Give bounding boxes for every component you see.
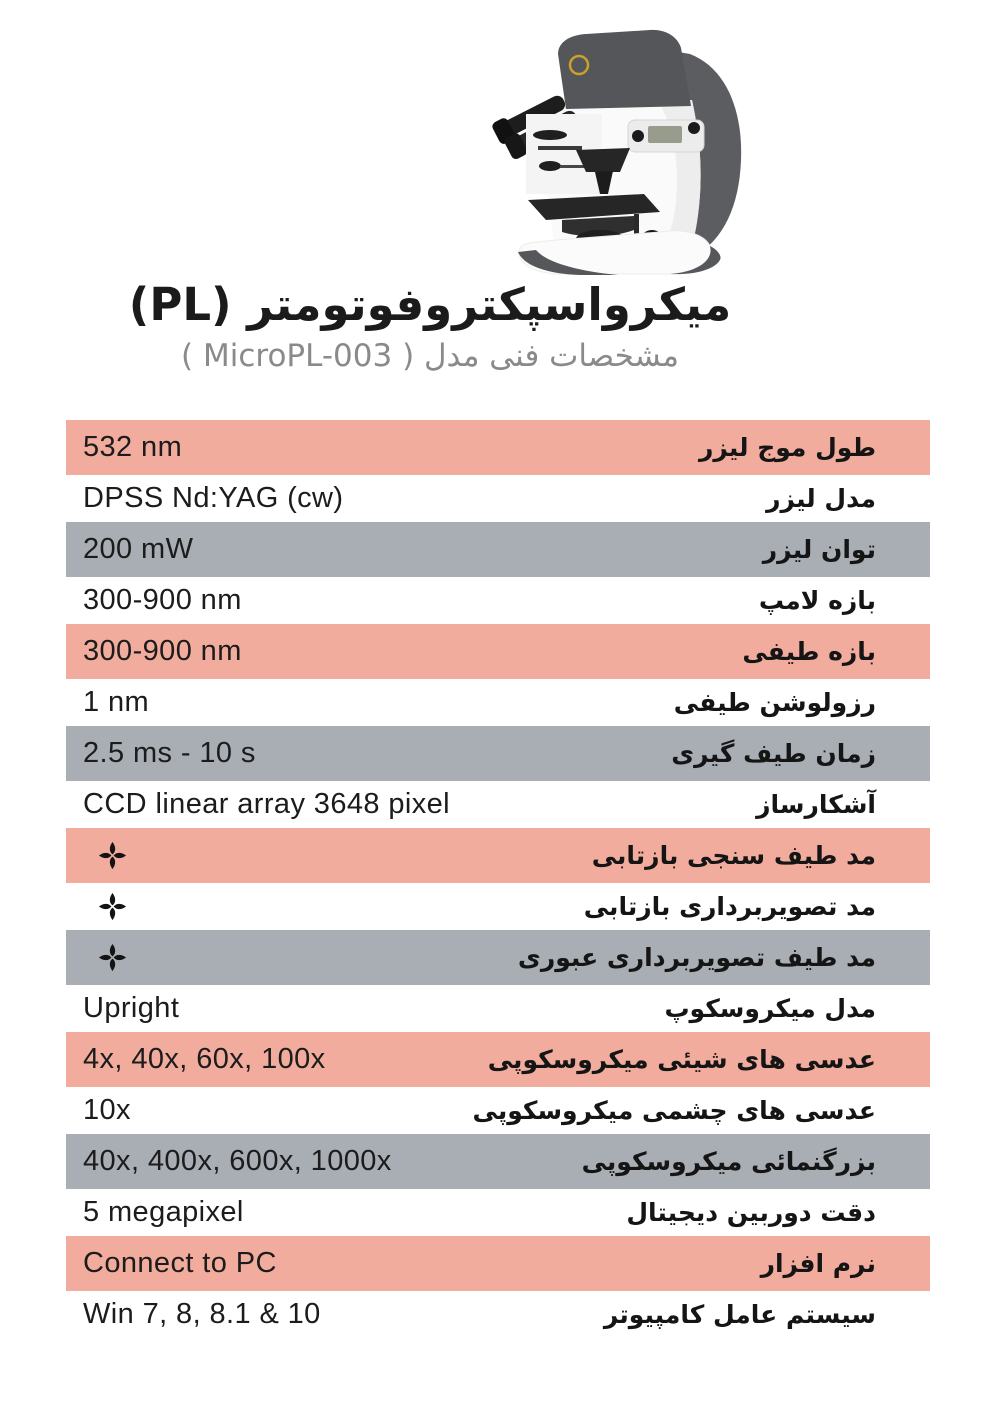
fine-knob [539, 161, 561, 171]
spec-label: عدسی های چشمی میکروسکوپی [472, 1096, 876, 1125]
spec-value: 300-900 nm [83, 584, 242, 616]
slider-bar [538, 146, 582, 150]
spec-label: سیستم عامل کامپیوتر [603, 1300, 876, 1329]
table-row [66, 420, 930, 475]
table-row [66, 1134, 930, 1189]
spec-label: مدل میکروسکوپ [664, 994, 876, 1023]
table-row [66, 930, 930, 985]
spec-label: بزرگنمائی میکروسکوپی [581, 1147, 876, 1176]
spec-label: مد تصویربرداری بازتابی [583, 892, 876, 921]
page-subtitle: مشخصات فنی مدل ( MicroPL-003 ) [181, 338, 679, 375]
coarse-knob [533, 130, 567, 140]
table-row [66, 679, 930, 726]
spec-label: مد طیف سنجی بازتابی [591, 841, 876, 870]
spec-label: دقت دوربین دیجیتال [626, 1198, 876, 1227]
display-knob-right [688, 122, 700, 134]
spec-label: آشکارساز [756, 790, 876, 819]
spec-value: 4x, 40x, 60x, 100x [83, 1043, 326, 1075]
spec-label: عدسی های شیئی میکروسکوپی [487, 1045, 876, 1074]
microscope-head [558, 30, 691, 109]
spec-label: بازه طیفی [742, 637, 876, 666]
spec-value [66, 840, 128, 871]
table-row [66, 985, 930, 1032]
spec-label: مدل لیزر [766, 484, 876, 513]
table-row [66, 828, 930, 883]
spec-value [66, 891, 128, 922]
spec-value: 5 megapixel [83, 1196, 244, 1228]
four-petal-asterisk-icon [97, 891, 128, 922]
table-row [66, 1087, 930, 1134]
table-row [66, 522, 930, 577]
display-screen [648, 126, 682, 143]
table-row [66, 726, 930, 781]
spec-label: طول موج لیزر [698, 433, 876, 462]
spec-label: زمان طیف گیری [671, 739, 876, 768]
spec-value: 1 nm [83, 686, 150, 718]
spec-label: رزولوشن طیفی [673, 688, 876, 717]
spec-value: 300-900 nm [83, 635, 242, 667]
four-petal-asterisk-icon [97, 840, 128, 871]
table-row [66, 577, 930, 624]
spec-value [66, 942, 128, 973]
display-knob-left [632, 130, 644, 142]
spec-value: DPSS Nd:YAG (cw) [83, 482, 344, 514]
spec-value: Win 7, 8, 8.1 & 10 [83, 1298, 321, 1330]
slider-mark [560, 165, 584, 168]
spec-label: بازه لامپ [758, 586, 876, 615]
table-row [66, 475, 930, 522]
title-block [40, 280, 820, 376]
four-petal-asterisk-icon [97, 942, 128, 973]
table-row [66, 624, 930, 679]
table-row [66, 1032, 930, 1087]
spec-value: Upright [83, 992, 180, 1024]
spec-label: مد طیف تصویربرداری عبوری [517, 943, 876, 972]
spec-value: CCD linear array 3648 pixel [83, 788, 451, 820]
table-row [66, 1236, 930, 1291]
table-row [66, 883, 930, 930]
spec-value: 10x [83, 1094, 131, 1126]
spec-value: 40x, 400x, 600x, 1000x [83, 1145, 392, 1177]
table-row [66, 1291, 930, 1338]
spec-value: Connect to PC [83, 1247, 277, 1279]
spec-label: نرم افزار [760, 1249, 876, 1278]
spec-table [66, 420, 930, 1338]
microscope-image [462, 8, 762, 280]
spec-value: 532 nm [83, 431, 183, 463]
spec-label: توان لیزر [762, 535, 876, 564]
table-row [66, 1189, 930, 1236]
spec-value: 200 mW [83, 533, 194, 565]
spec-value: 2.5 ms - 10 s [83, 737, 256, 769]
page-title: میکرواسپکتروفوتومتر (PL) [128, 278, 732, 331]
table-row [66, 781, 930, 828]
